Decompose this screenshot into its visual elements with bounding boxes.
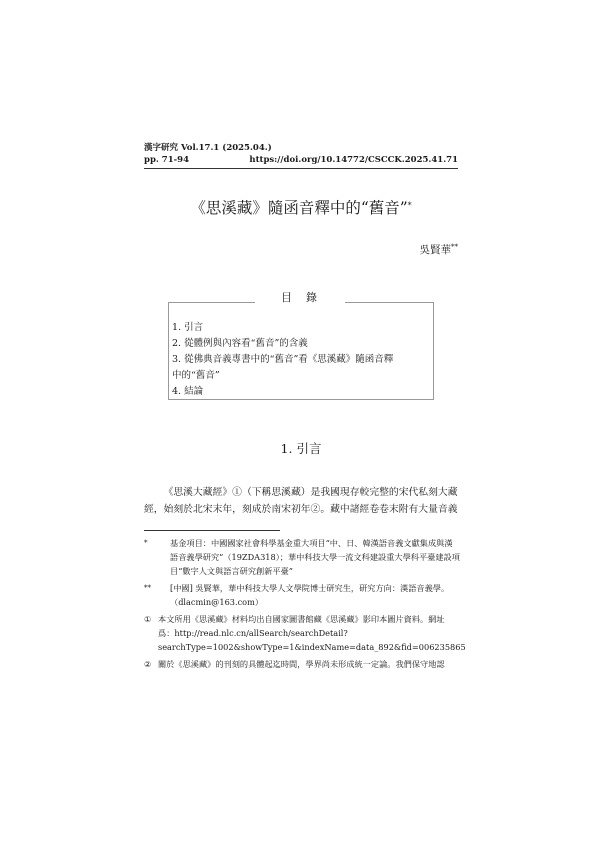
paper-title — [144, 198, 458, 218]
header-rule — [144, 168, 458, 169]
journal-header: 漢字研究 Vol.17.1 (2025.04.) — [144, 143, 272, 153]
toc-heading — [166, 291, 434, 305]
footnote-text: [中國] 吳賢華，華中科技大學人文學院博士研究生，研究方向：漢語音義學。（dlacmin@163.com） — [170, 583, 450, 607]
footnote-mark: ② — [144, 659, 152, 669]
toc-item-continuation[interactable]: 中的“舊音” — [172, 370, 220, 381]
footnote — [144, 612, 466, 654]
body-line: 經，始刻於北宋末年，刻成於南宋初年②。藏中諸經卷卷末附有大量音義 — [144, 503, 458, 515]
toc-list — [172, 320, 434, 400]
section-heading: 1. 引言 — [280, 441, 322, 456]
body-line: 《思溪大藏經》①（下稱思溪藏）是我國現存較完整的宋代私刻大藏 — [163, 487, 458, 498]
doi-link[interactable]: https://doi.org/10.14772/CSCCK.2025.41.71 — [249, 155, 458, 165]
footnote-text: 關於《思溪藏》的刊刻的具體起迄時間，學界尚未形成統一定論。我們保守地認 — [158, 659, 445, 669]
body-text — [144, 485, 460, 518]
author-footnote-mark[interactable]: ** — [451, 243, 458, 251]
toc-item[interactable]: 4. 結論 — [172, 386, 204, 397]
footnote-text: 本文所用《思溪藏》材料均出自國家圖書館藏《思溪藏》影印本圖片資料。網址爲：http://read.nlc.cn/allSearch/searchDetail?searchType=1002&showType=1&indexName=data_892&fid=006235865 — [158, 614, 466, 652]
author-name: 吳賢華 — [419, 244, 451, 256]
footnote — [144, 536, 460, 578]
toc-item[interactable]: 3. 從佛典音義專書中的“舊音”看《思溪藏》隨函音釋 — [172, 354, 394, 365]
footnotes — [144, 536, 466, 674]
footnote — [144, 657, 460, 671]
footnote — [144, 581, 460, 609]
page-range-doi-line — [144, 154, 458, 166]
author — [420, 243, 459, 257]
footnote-mark: ** — [144, 584, 151, 592]
body-paragraph — [144, 485, 460, 502]
title-footnote-mark[interactable]: * — [407, 201, 412, 210]
footnote-rule — [144, 530, 280, 531]
paper-title-text: 《思溪藏》隨函音釋中的“舊音” — [190, 199, 408, 217]
footnote-text: 基金項目：中國國家社會科學基金重大項目“中、日、韓漢語音義文獻集成與漢語音義學研究”（19ZDA318）；華中科技大學一流文科建設重大學科平臺建設項目“數字人文與語言研究創新平臺” — [170, 538, 460, 576]
toc-heading-text: 目錄 — [255, 291, 345, 304]
footnote-mark: * — [144, 539, 148, 547]
footnote-mark: ① — [144, 614, 152, 624]
toc-item[interactable]: 1. 引言 — [172, 322, 204, 333]
page-range: pp. 71-94 — [144, 155, 189, 165]
toc-item[interactable]: 2. 從體例與內容看“舊音”的含義 — [172, 338, 308, 349]
